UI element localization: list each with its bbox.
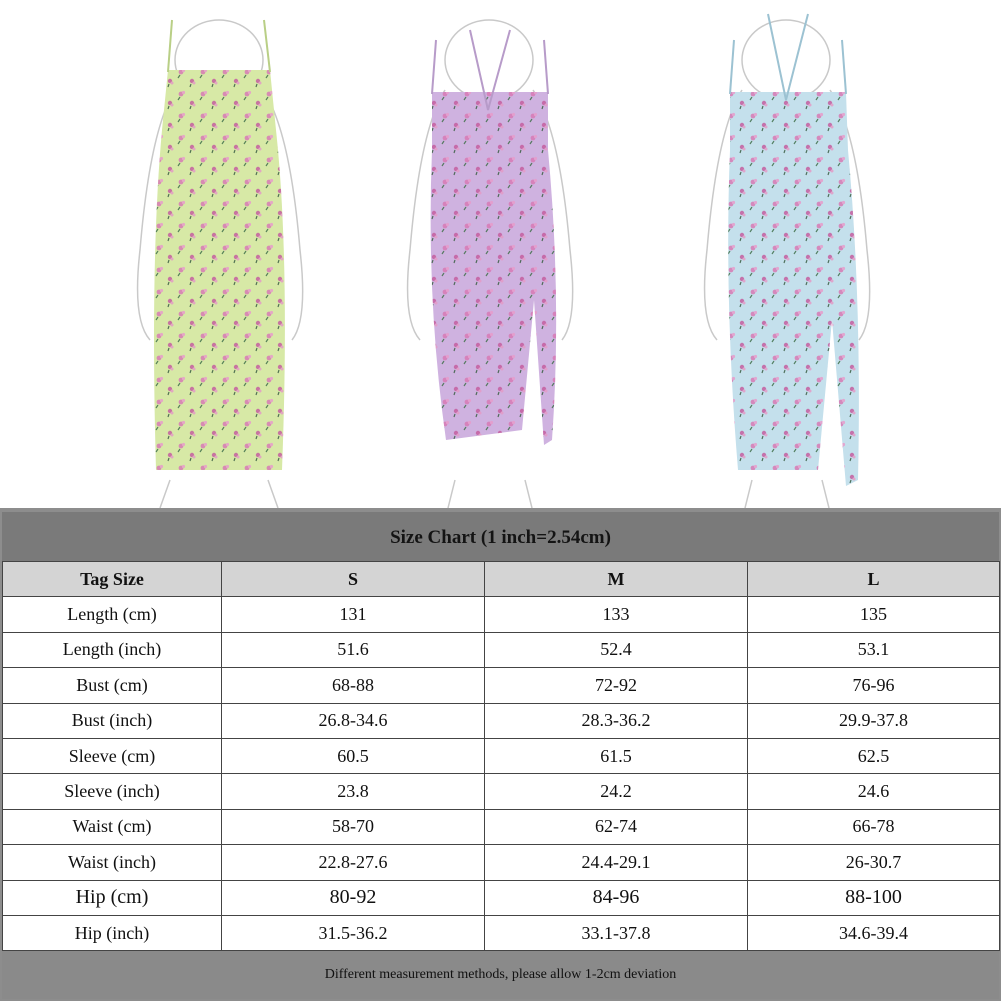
cell-m: 62-74 <box>485 809 748 844</box>
cell-s: 22.8-27.6 <box>222 845 485 880</box>
row-label: Sleeve (inch) <box>3 774 222 809</box>
cell-s: 131 <box>222 597 485 632</box>
row-label: Bust (inch) <box>3 703 222 738</box>
row-label: Length (inch) <box>3 632 222 667</box>
row-label: Waist (inch) <box>3 845 222 880</box>
cell-l: 26-30.7 <box>748 845 1000 880</box>
row-label: Length (cm) <box>3 597 222 632</box>
cell-m: 133 <box>485 597 748 632</box>
cell-l: 88-100 <box>748 880 1000 915</box>
cell-l: 53.1 <box>748 632 1000 667</box>
table-row <box>3 809 1000 844</box>
row-label: Hip (cm) <box>3 880 222 915</box>
cell-m: 52.4 <box>485 632 748 667</box>
table-row <box>3 915 1000 950</box>
cell-l: 66-78 <box>748 809 1000 844</box>
header-row <box>3 562 1000 597</box>
deviation-note: Different measurement methods, please allow 1-2cm deviation <box>2 951 999 999</box>
row-label: Hip (inch) <box>3 915 222 950</box>
cell-s: 80-92 <box>222 880 485 915</box>
cell-l: 62.5 <box>748 738 1000 773</box>
table-row <box>3 774 1000 809</box>
table-row <box>3 597 1000 632</box>
cell-l: 76-96 <box>748 668 1000 703</box>
cell-s: 51.6 <box>222 632 485 667</box>
header-size-l: L <box>748 562 1000 597</box>
header-size-s: S <box>222 562 485 597</box>
cell-m: 72-92 <box>485 668 748 703</box>
cell-s: 31.5-36.2 <box>222 915 485 950</box>
cell-l: 135 <box>748 597 1000 632</box>
cell-l: 29.9-37.8 <box>748 703 1000 738</box>
cell-m: 33.1-37.8 <box>485 915 748 950</box>
cell-m: 24.2 <box>485 774 748 809</box>
cell-s: 60.5 <box>222 738 485 773</box>
cell-l: 24.6 <box>748 774 1000 809</box>
cell-s: 26.8-34.6 <box>222 703 485 738</box>
cell-m: 61.5 <box>485 738 748 773</box>
size-chart <box>0 508 1001 1001</box>
header-tag-size: Tag Size <box>3 562 222 597</box>
table-row <box>3 703 1000 738</box>
row-label: Bust (cm) <box>3 668 222 703</box>
cell-s: 58-70 <box>222 809 485 844</box>
table-row <box>3 845 1000 880</box>
row-label: Sleeve (cm) <box>3 738 222 773</box>
header-size-m: M <box>485 562 748 597</box>
table-row <box>3 668 1000 703</box>
cell-m: 28.3-36.2 <box>485 703 748 738</box>
table-row <box>3 880 1000 915</box>
cell-l: 34.6-39.4 <box>748 915 1000 950</box>
cell-s: 68-88 <box>222 668 485 703</box>
cell-s: 23.8 <box>222 774 485 809</box>
cell-m: 84-96 <box>485 880 748 915</box>
size-chart-title: Size Chart (1 inch=2.54cm) <box>2 512 999 564</box>
table-row <box>3 632 1000 667</box>
row-label: Waist (cm) <box>3 809 222 844</box>
table-row <box>3 738 1000 773</box>
cell-m: 24.4-29.1 <box>485 845 748 880</box>
size-table <box>2 561 1000 951</box>
